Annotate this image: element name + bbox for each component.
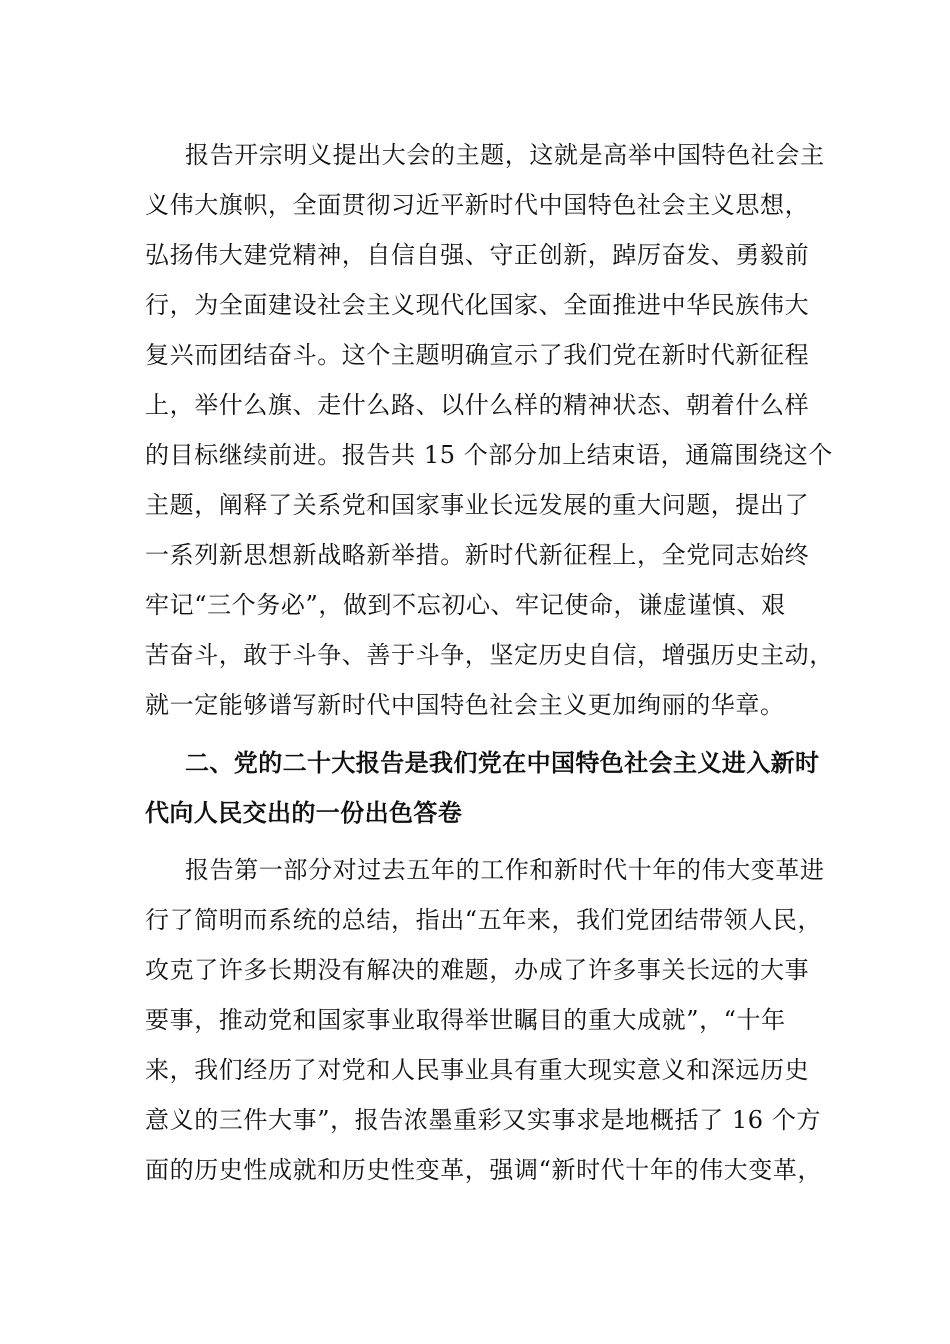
paragraph-line: 报告第一部分对过去五年的工作和新时代十年的伟大变革进 [185, 856, 825, 884]
body-paragraph [145, 130, 834, 730]
paragraph-line: 来，我们经历了对党和人民事业具有重大现实意义和深远历史 [145, 1056, 810, 1084]
paragraph-line: 面的历史性成就和历史性变革，强调“新时代十年的伟大变革， [145, 1156, 823, 1184]
paragraph-line: 弘扬伟大建党精神，自信自强、守正创新，踔厉奋发、勇毅前 [145, 241, 810, 269]
paragraph-line: 行了简明而系统的总结，指出“五年来，我们党团结带领人民， [145, 906, 823, 934]
paragraph-line: 的目标继续前进。报告共 15 个部分加上结束语，通篇围绕这个 [145, 441, 833, 469]
heading-line: 二、党的二十大报告是我们党在中国特色社会主义进入新时 [185, 748, 820, 777]
paragraph-line: 复兴而团结奋斗。这个主题明确宣示了我们党在新时代新征程 [145, 341, 810, 369]
paragraph-line: 要事，推动党和国家事业取得举世瞩目的重大成就”，“十年 [145, 1006, 786, 1034]
paragraph-line: 主题，阐释了关系党和国家事业长远发展的重大问题，提出了 [145, 491, 810, 519]
paragraph-line: 行，为全面建设社会主义现代化国家、全面推进中华民族伟大 [145, 291, 810, 319]
paragraph-line: 一系列新思想新战略新举措。新时代新征程上，全党同志始终 [145, 541, 810, 569]
paragraph-line: 苦奋斗，敢于斗争、善于斗争，坚定历史自信，增强历史主动， [145, 641, 834, 669]
paragraph-line: 意义的三件大事”，报告浓墨重彩又实事求是地概括了 16 个方 [145, 1106, 822, 1134]
paragraph-line: 牢记“三个务必”，做到不忘初心、牢记使命，谦虚谨慎、艰 [145, 591, 786, 619]
paragraph-line: 报告开宗明义提出大会的主题，这就是高举中国特色社会主 [185, 141, 825, 169]
paragraph-line: 就一定能够谱写新时代中国特色社会主义更加绚丽的华章。 [145, 691, 785, 719]
section-heading [145, 738, 825, 838]
paragraph-line: 义伟大旗帜，全面贯彻习近平新时代中国特色社会主义思想， [145, 191, 810, 219]
body-paragraph [145, 845, 825, 1195]
paragraph-line: 上，举什么旗、走什么路、以什么样的精神状态、朝着什么样 [145, 391, 810, 419]
paragraph-line: 攻克了许多长期没有解决的难题，办成了许多事关长远的大事 [145, 956, 810, 984]
heading-line: 代向人民交出的一份出色答卷 [145, 798, 463, 827]
